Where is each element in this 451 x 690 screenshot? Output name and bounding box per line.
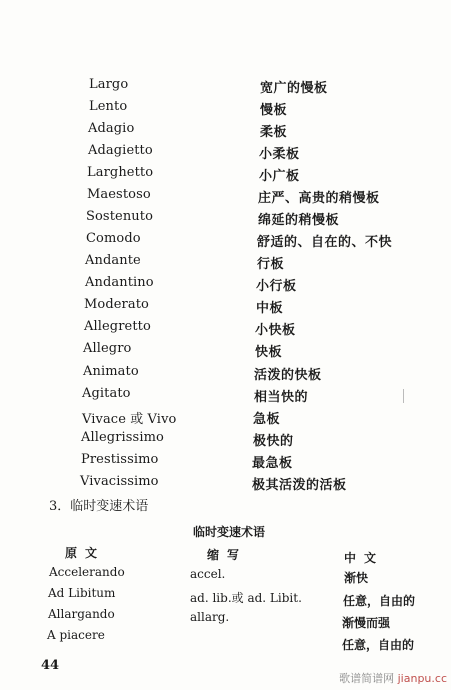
chinese-meaning: 小广板: [259, 169, 300, 184]
chinese-meaning: 行板: [257, 257, 285, 272]
chinese-meaning: 小行板: [256, 279, 297, 294]
table-cell-chinese: 任意，自由的: [342, 638, 415, 652]
table-cell-abbreviation: ad. lib.或 ad. Libit.: [190, 591, 302, 605]
chinese-meaning: 极快的: [253, 434, 294, 449]
italian-term: Allegretto: [84, 319, 151, 334]
italian-term: Vivace 或 Vivo: [82, 412, 177, 427]
chinese-meaning: 活泼的快板: [254, 368, 322, 383]
table-cell-abbreviation: accel.: [190, 567, 226, 581]
section-heading: 3．临时变速术语: [49, 499, 149, 514]
watermark-cn: 歌谱简谱网: [339, 672, 395, 685]
scan-mark: [403, 389, 404, 403]
watermark-url: jianpu.cc: [397, 672, 447, 685]
italian-term: Allegrissimo: [81, 430, 164, 445]
chinese-meaning: 舒适的、自在的、不快: [257, 235, 393, 250]
chinese-meaning: 中板: [256, 301, 284, 316]
chinese-meaning: 绵延的稍慢板: [258, 213, 340, 228]
italian-term: Maestoso: [87, 187, 151, 202]
italian-term: Allegro: [83, 341, 132, 356]
italian-term: Prestissimo: [81, 452, 159, 467]
italian-term: Moderato: [84, 297, 149, 312]
page-number: 44: [41, 658, 60, 673]
watermark: [339, 670, 447, 686]
table-cell-original: Ad Libitum: [48, 586, 116, 600]
italian-term: Agitato: [82, 386, 131, 401]
italian-term: Andante: [85, 253, 141, 268]
chinese-meaning: 小柔板: [259, 147, 300, 162]
table-cell-original: Accelerando: [49, 565, 125, 579]
italian-term: Larghetto: [87, 165, 154, 180]
table-cell-original: A piacere: [47, 628, 105, 642]
chinese-meaning: 宽广的慢板: [260, 81, 328, 96]
italian-term: Vivacissimo: [80, 474, 159, 489]
table-cell-chinese: 任意，自由的: [343, 594, 416, 608]
column-header-original: 原文: [65, 546, 106, 560]
italian-term: Adagio: [88, 121, 135, 136]
italian-term: Sostenuto: [86, 209, 154, 224]
italian-term: Animato: [83, 364, 139, 379]
chinese-meaning: 庄严、高贵的稍慢板: [258, 191, 380, 206]
column-header-chinese: 中文: [344, 551, 385, 565]
chinese-meaning: 相当快的: [254, 390, 309, 405]
chinese-meaning: 最急板: [252, 456, 293, 471]
chinese-meaning: 慢板: [260, 103, 288, 118]
table-cell-chinese: 渐快: [344, 571, 369, 585]
chinese-meaning: 极其活泼的活板: [252, 478, 347, 493]
table-title: 临时变速术语: [193, 525, 266, 539]
italian-term: Largo: [89, 77, 129, 92]
italian-term: Lento: [89, 99, 128, 114]
italian-term: Andantino: [85, 275, 154, 290]
column-header-abbreviation: 缩写: [207, 548, 248, 562]
italian-term: Comodo: [86, 231, 141, 246]
table-cell-chinese: 渐慢而强: [342, 616, 391, 630]
italian-term: Adagietto: [88, 143, 153, 158]
chinese-meaning: 柔板: [260, 125, 288, 140]
table-cell-abbreviation: allarg.: [190, 610, 230, 624]
table-cell-original: Allargando: [48, 607, 115, 621]
chinese-meaning: 急板: [253, 412, 281, 427]
chinese-meaning: 小快板: [255, 323, 296, 338]
chinese-meaning: 快板: [255, 345, 283, 360]
